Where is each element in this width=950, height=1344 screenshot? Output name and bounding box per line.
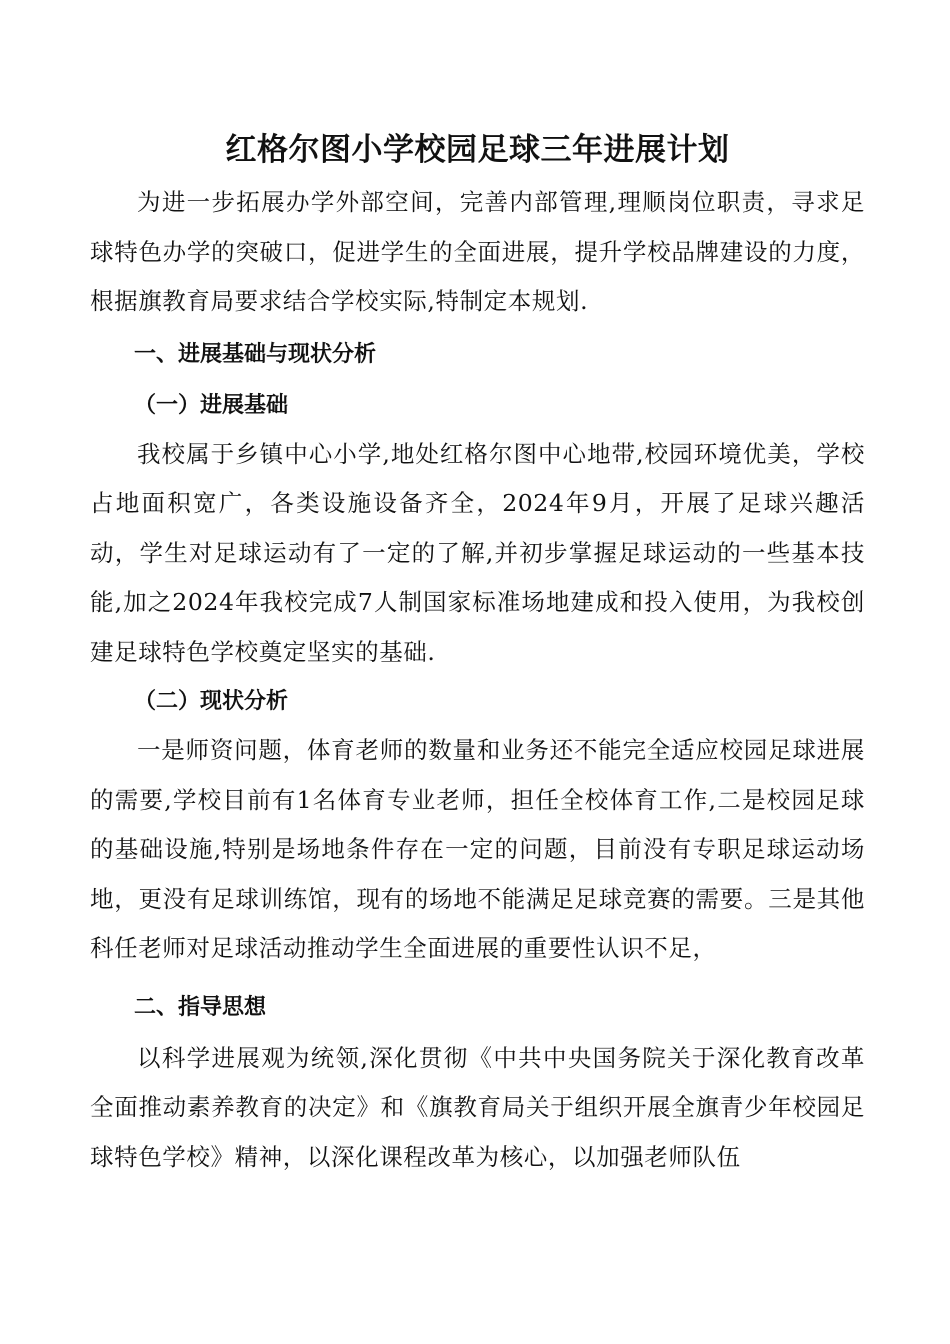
subsection-paragraph-2: 一是师资问题，体育老师的数量和业务还不能完全适应校园足球进展的需要,学校目前有1名体育专业老师，担任全校体育工作,二是校园足球的基础设施,特别是场地条件存在一定的问题，目前没有专职足球运动场地，更没有足球训练馆，现有的场地不能满足足球竞赛的需要。三是其他科任老师对足球活动推动学生全面进展的重要性认识不足，: [90, 736, 865, 962]
section-heading-2: 二、指导思想: [134, 994, 267, 1020]
subsection-heading-1: （一）进展基础: [134, 392, 289, 418]
subsection-heading-2: （二）现状分析: [134, 689, 289, 714]
section-heading-1: 一、进展基础与现状分析: [134, 341, 377, 367]
document-page: [90, 122, 865, 1182]
intro-paragraph: 为进一步拓展办学外部空间，完善内部管理,理顺岗位职责，寻求足球特色办学的突破口，促进学生的全面进展，提升学校品牌建设的力度，根据旗教育局要求结合学校实际,特制定本规划.: [90, 188, 866, 315]
section-paragraph-2: 以科学进展观为统领,深化贯彻《中共中央国务院关于深化教育改革全面推动素养教育的决定》和《旗教育局关于组织开展全旗青少年校园足球特色学校》精神，以深化课程改革为核心，以加强老师队伍: [90, 1043, 865, 1171]
document-title: 红格尔图小学校园足球三年进展计划: [225, 132, 730, 168]
subsection-paragraph-1: 我校属于乡镇中心小学,地处红格尔图中心地带,校园环境优美，学校占地面积宽广，各类设施设备齐全，2024年9月，开展了足球兴趣活动，学生对足球运动有了一定的了解,并初步掌握足球运动的一些基本技能,加之2024年我校完成7人制国家标准场地建成和投入使用，为我校创建足球特色学校奠定坚实的基础.: [90, 439, 865, 666]
